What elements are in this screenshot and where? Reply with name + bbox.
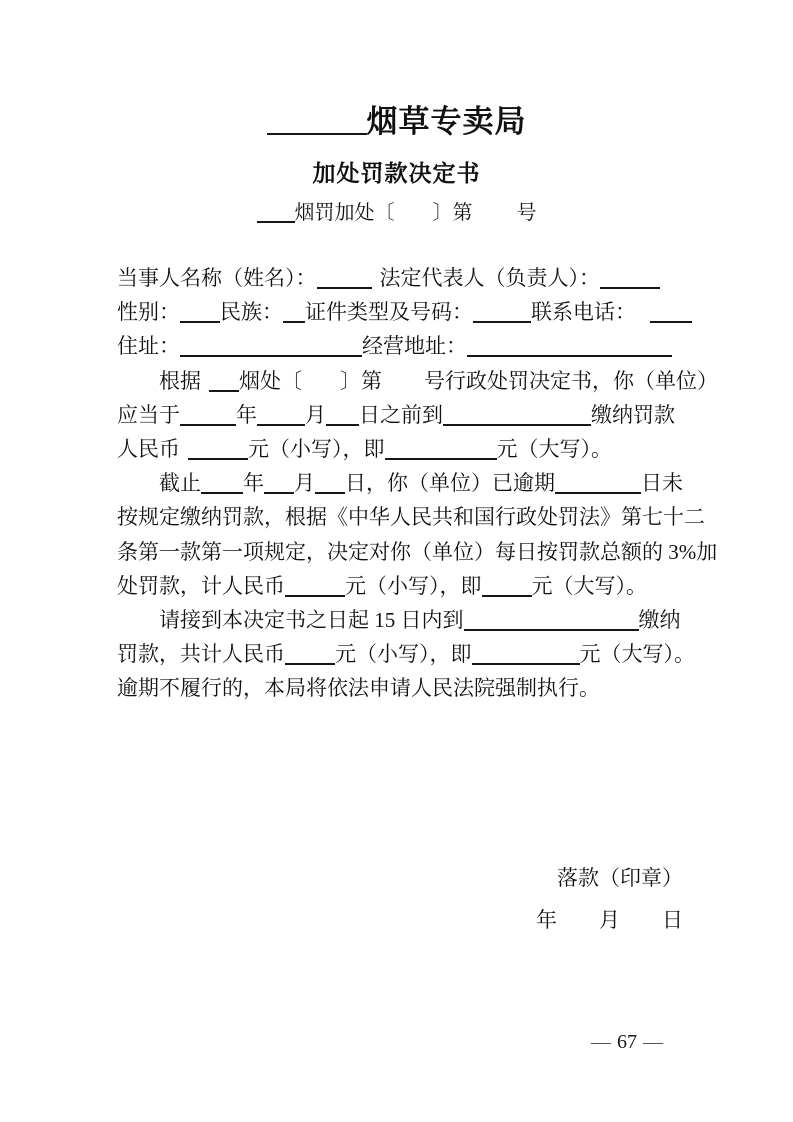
text-run: 烟处〔 bbox=[239, 368, 302, 393]
space-gap bbox=[302, 387, 340, 388]
form-line bbox=[117, 637, 717, 671]
form-line bbox=[117, 500, 717, 534]
text-run: 日，你（单位）已逾期 bbox=[345, 471, 555, 496]
space-gap bbox=[395, 218, 433, 219]
text-run: 日未 bbox=[641, 471, 683, 496]
signature-block bbox=[536, 864, 683, 934]
signature-date-line: 年 月 日 bbox=[536, 908, 683, 932]
text-run: 根据 bbox=[159, 368, 201, 393]
space-gap bbox=[473, 218, 517, 219]
page-number-dash-right: — bbox=[643, 1031, 663, 1053]
form-line bbox=[117, 466, 717, 500]
form-line bbox=[117, 364, 717, 398]
text-run: 元（大写）。 bbox=[531, 573, 647, 598]
text-run: 住址： bbox=[117, 334, 180, 359]
text-run: 元（小写），即 bbox=[335, 642, 472, 667]
text-run: 证件类型及号码： bbox=[305, 300, 473, 325]
signature-seal-line: 落款（印章） bbox=[557, 866, 683, 890]
document-title bbox=[0, 0, 793, 144]
form-line bbox=[117, 398, 717, 432]
blank-field bbox=[209, 390, 239, 392]
blank-field bbox=[600, 287, 660, 289]
blank-field bbox=[285, 595, 345, 597]
page-number-value: 67 bbox=[617, 1031, 637, 1053]
blank-field bbox=[467, 355, 672, 357]
text-run: 缴纳罚款 bbox=[591, 402, 675, 427]
blank-field bbox=[482, 595, 532, 597]
form-body bbox=[0, 261, 717, 706]
space-gap bbox=[636, 318, 650, 319]
blank-field bbox=[257, 424, 305, 426]
space-gap bbox=[180, 455, 188, 456]
space-gap bbox=[372, 284, 380, 285]
text-run: 月 bbox=[305, 402, 326, 427]
blank-field bbox=[267, 133, 367, 135]
blank-field bbox=[264, 492, 294, 494]
text-run: 请接到本决定书之日起 15 日内到 bbox=[159, 608, 464, 633]
document-subtitle: 加处罚款决定书 bbox=[312, 160, 481, 186]
text-run: 〕第 bbox=[340, 368, 382, 393]
text-run: 烟草专卖局 bbox=[366, 104, 527, 139]
text-run: 元（小写），即 bbox=[345, 573, 482, 598]
text-run: 日之前到 bbox=[359, 402, 443, 427]
page-number-dash-left: — bbox=[591, 1031, 611, 1053]
text-run: 罚款，共计人民币 bbox=[117, 642, 285, 667]
blank-field bbox=[650, 321, 692, 323]
text-run: 当事人名称（姓名）： bbox=[117, 266, 317, 290]
blank-field bbox=[257, 221, 295, 223]
text-run: 元（小写），即 bbox=[248, 437, 385, 462]
text-run: 经营地址： bbox=[362, 334, 467, 359]
blank-field bbox=[317, 287, 372, 289]
blank-field bbox=[326, 424, 359, 426]
blank-field bbox=[555, 492, 641, 494]
text-run: 按规定缴纳罚款，根据《中华人民共和国行政处罚法》第七十二 bbox=[117, 505, 705, 530]
text-run: 联系电话： bbox=[531, 300, 636, 325]
blank-field bbox=[180, 321, 220, 323]
text-run: 应当于 bbox=[117, 402, 180, 427]
form-line bbox=[117, 261, 717, 295]
form-line bbox=[117, 432, 717, 466]
text-run: 截止 bbox=[159, 471, 201, 496]
blank-field bbox=[472, 663, 580, 665]
blank-field bbox=[464, 629, 639, 631]
text-run: 处罚款，计人民币 bbox=[117, 573, 285, 598]
text-run: 性别： bbox=[117, 300, 180, 325]
doc-number-line bbox=[0, 200, 793, 227]
text-run: 条第一款第一项规定，决定对你（单位）每日按罚款总额的 3%加 bbox=[117, 539, 718, 564]
text-run: 〕第 bbox=[432, 202, 473, 224]
blank-field bbox=[180, 355, 362, 357]
text-run: 元（大写）。 bbox=[496, 437, 612, 462]
text-run: 逾期不履行的，本局将依法申请人民法院强制执行。 bbox=[117, 676, 600, 701]
space-gap bbox=[201, 387, 209, 388]
text-run: 烟罚加处〔 bbox=[294, 202, 395, 224]
page-number bbox=[591, 1031, 663, 1054]
text-run: 人民币 bbox=[117, 437, 180, 462]
blank-field bbox=[443, 424, 591, 426]
blank-field bbox=[473, 321, 531, 323]
blank-field bbox=[188, 458, 248, 460]
form-line bbox=[117, 603, 717, 637]
text-run: 元（大写）。 bbox=[579, 642, 695, 667]
form-line bbox=[117, 329, 717, 363]
text-run: 年 bbox=[243, 471, 264, 496]
text-run: 月 bbox=[294, 471, 315, 496]
blank-field bbox=[315, 492, 345, 494]
form-line bbox=[117, 295, 717, 329]
text-run: 法定代表人（负责人）： bbox=[379, 266, 600, 290]
text-run: 民族： bbox=[220, 300, 283, 325]
space-gap bbox=[382, 387, 424, 388]
text-run: 号 bbox=[516, 202, 537, 224]
blank-field bbox=[283, 321, 305, 323]
blank-field bbox=[180, 424, 236, 426]
text-run: 年 bbox=[236, 402, 257, 427]
text-run: 号行政处罚决定书，你（单位） bbox=[424, 368, 718, 393]
blank-field bbox=[201, 492, 243, 494]
blank-field bbox=[285, 663, 335, 665]
form-line bbox=[117, 535, 717, 569]
form-line bbox=[117, 671, 717, 705]
blank-field bbox=[385, 458, 497, 460]
form-line bbox=[117, 569, 717, 603]
text-run: 缴纳 bbox=[638, 608, 681, 633]
